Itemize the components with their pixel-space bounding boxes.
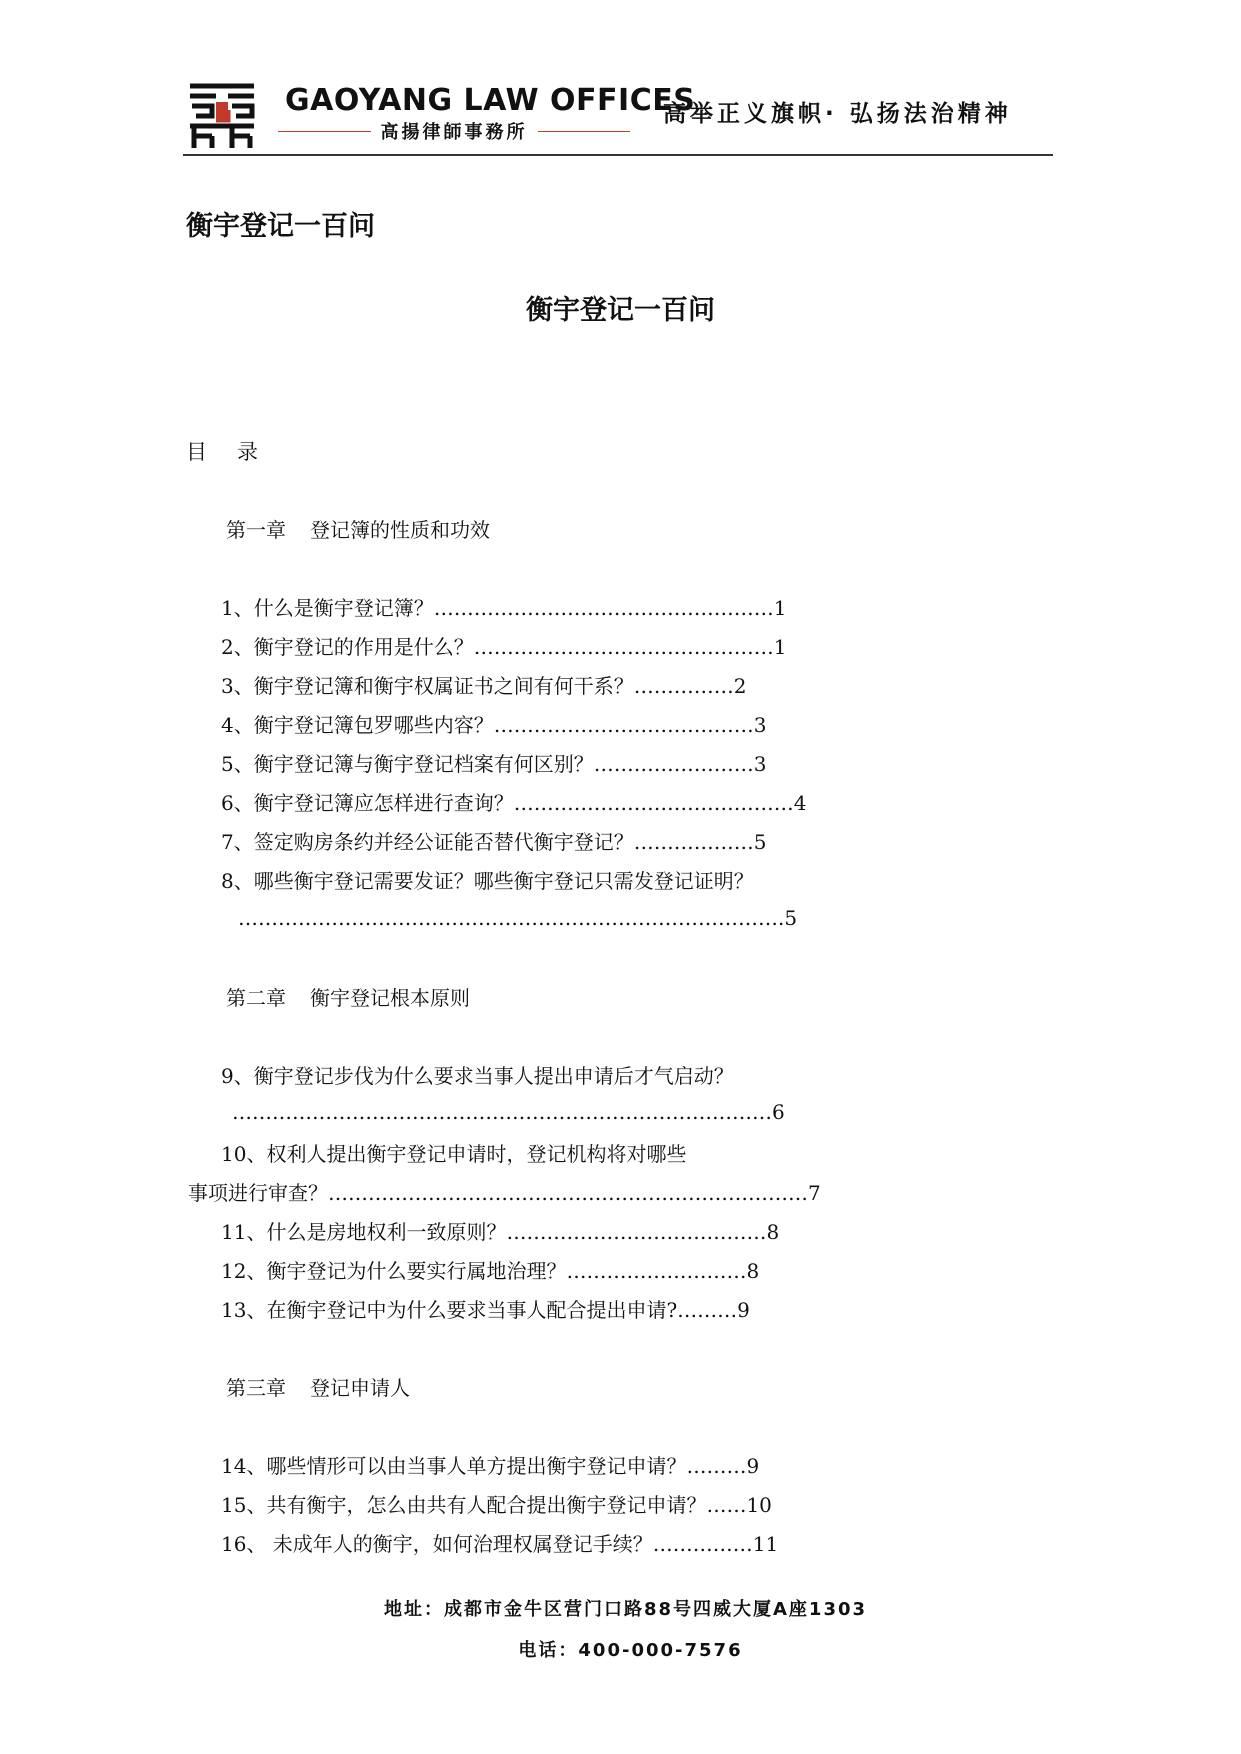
toc-entry[interactable]: 15、共有衡宇，怎么由共有人配合提出衡宇登记申请？……10 xyxy=(221,1493,772,1517)
chapter-title: 衡宇登记根本原则 xyxy=(310,986,470,1010)
toc-entry[interactable]: 9、衡宇登记步伐为什么要求当事人提出申请后才气启动？ xyxy=(221,1064,734,1088)
toc-entry[interactable]: 4、衡宇登记簿包罗哪些内容？…………………………………3 xyxy=(221,713,767,737)
toc-entry[interactable]: 6、衡宇登记簿应怎样进行查询？……………………………………4 xyxy=(221,791,807,815)
toc-entry[interactable]: 3、衡宇登记簿和衡宇权属证书之间有何干系？……………2 xyxy=(221,674,747,698)
firm-slogan: 高举正义旗帜· 弘扬法治精神 xyxy=(663,101,1012,127)
footer-phone: 电话：400-000-7576 xyxy=(518,1640,743,1661)
toc-entry[interactable]: 8、哪些衡宇登记需要发证？哪些衡宇登记只需发登记证明？ xyxy=(221,869,754,893)
firm-name-cn: 高揚律師事務所 xyxy=(380,122,528,143)
firm-name-en: GAOYANG LAW OFFICES xyxy=(285,83,696,118)
toc-entry[interactable]: 5、衡宇登记簿与衡宇登记档案有何区别？……………………3 xyxy=(221,752,767,776)
toc-entry[interactable]: 2、衡宇登记的作用是什么？………………………………………1 xyxy=(221,635,787,659)
toc-entry[interactable]: 14、哪些情形可以由当事人单方提出衡宇登记申请？………9 xyxy=(221,1454,760,1478)
toc-entry[interactable]: 16、 未成年人的衡宇，如何治理权属登记手续？……………11 xyxy=(221,1532,779,1556)
red-rule-left xyxy=(278,131,371,132)
toc-entry-continuation[interactable]: 事项进行审查？………………………………………………………………7 xyxy=(188,1181,821,1205)
chapter-heading xyxy=(226,1372,410,1401)
chapter-title: 登记簿的性质和功效 xyxy=(310,518,490,542)
chapter-number: 第三章 xyxy=(226,1376,286,1400)
toc-entry[interactable]: 1、什么是衡宇登记簿？……………………………………………1 xyxy=(221,596,787,620)
toc-entry[interactable]: 7、签定购房条约并经公证能否替代衡宇登记？………………5 xyxy=(221,830,767,854)
toc-entry[interactable]: 12、衡宇登记为什么要实行属地治理？………………………8 xyxy=(221,1259,760,1283)
toc-entry[interactable]: 13、在衡宇登记中为什么要求当事人配合提出申请?………9 xyxy=(221,1298,750,1322)
firm-name-cn-row xyxy=(278,120,630,142)
chapter-heading xyxy=(226,982,470,1011)
red-rule-right xyxy=(538,131,631,132)
toc-entry-continuation[interactable]: ……………………………………………………………………….5 xyxy=(238,906,798,930)
footer-address: 地址：成都市金牛区营门口路88号四威大厦A座1303 xyxy=(383,1599,868,1620)
toc-entry-continuation[interactable]: ………………………………………………………………………6 xyxy=(232,1100,785,1124)
chapter-title: 登记申请人 xyxy=(310,1376,410,1400)
toc-label: 目录 xyxy=(186,440,288,464)
document-heading: 衡宇登记一百问 xyxy=(186,211,375,242)
chapter-number: 第一章 xyxy=(226,518,286,542)
header-divider xyxy=(183,154,1053,156)
firm-logo xyxy=(186,80,258,152)
logo-mark xyxy=(186,80,258,152)
main-title: 衡宇登记一百问 xyxy=(526,295,715,326)
toc-entry[interactable]: 11、什么是房地权利一致原则？…………………………………8 xyxy=(221,1220,780,1244)
toc-entry[interactable]: 10、权利人提出衡宇登记申请时，登记机构将对哪些 xyxy=(221,1142,687,1166)
chapter-number: 第二章 xyxy=(226,986,286,1010)
chapter-heading xyxy=(226,514,490,543)
